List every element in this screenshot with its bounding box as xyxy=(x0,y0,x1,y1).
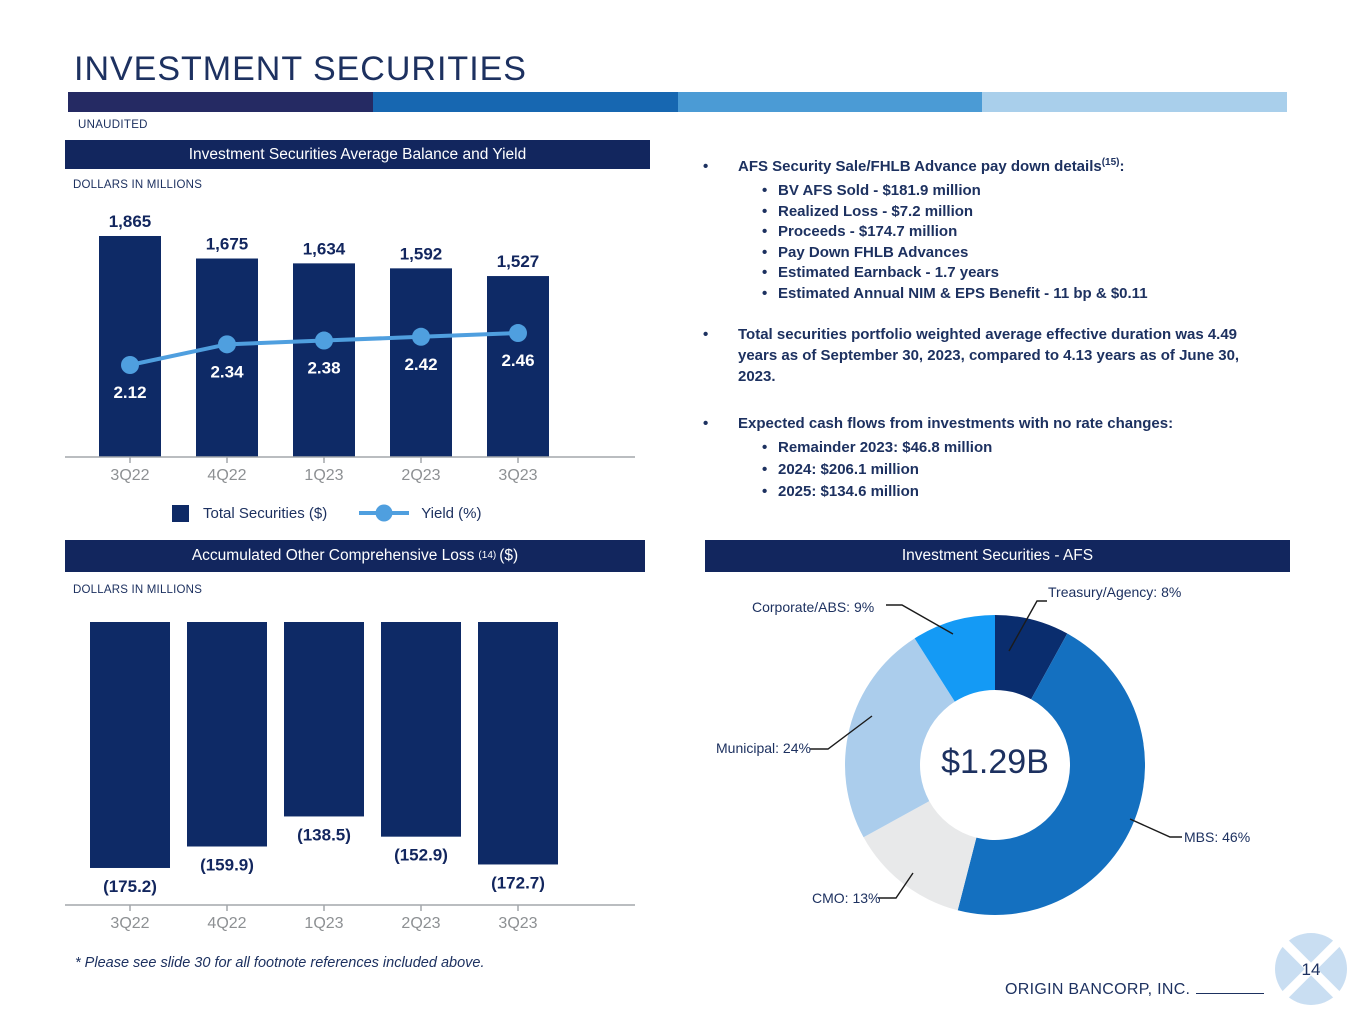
svg-text:(152.9): (152.9) xyxy=(394,845,448,865)
svg-text:1,865: 1,865 xyxy=(108,211,152,231)
bullet-item: • Remainder 2023: $46.8 million xyxy=(690,437,1306,459)
balance-yield-chart xyxy=(60,200,640,500)
accent-segment-4 xyxy=(982,92,1287,112)
svg-text:3Q23: 3Q23 xyxy=(498,915,538,932)
svg-text:(159.9): (159.9) xyxy=(200,855,254,875)
bullet-marker: • xyxy=(703,326,709,343)
origin-logo xyxy=(1272,930,1350,1008)
bullet-marker: • xyxy=(703,415,709,432)
footnote-ref-15: (15) xyxy=(1101,157,1120,168)
title-accent-bar xyxy=(68,92,1287,112)
svg-text:1Q23: 1Q23 xyxy=(304,915,344,932)
slice-label-corporate: Corporate/ABS: 9% xyxy=(752,599,875,615)
chart-legend xyxy=(172,503,512,523)
bullet-marker: • xyxy=(762,264,768,281)
units-label: DOLLARS IN MILLIONS xyxy=(73,584,203,596)
svg-text:2Q23: 2Q23 xyxy=(401,467,441,484)
svg-text:2.42: 2.42 xyxy=(404,354,438,374)
bullet-item: • Pay Down FHLB Advances xyxy=(690,243,1306,264)
svg-text:(172.7): (172.7) xyxy=(491,873,545,893)
donut-center-value: $1.29B xyxy=(941,743,1049,781)
svg-text:2Q23: 2Q23 xyxy=(401,915,441,932)
total-securities-swatch xyxy=(172,505,189,522)
svg-text:1,527: 1,527 xyxy=(496,252,540,272)
bullet-marker: • xyxy=(762,182,768,199)
bullet-marker: • xyxy=(762,284,768,302)
bullet-item: • Proceeds - $174.7 million xyxy=(690,222,1306,243)
unaudited-label: UNAUDITED xyxy=(78,119,148,131)
svg-text:4Q22: 4Q22 xyxy=(207,467,247,484)
bullet-item: • Estimated Annual NIM & EPS Benefit - 11 bp & $0.11 xyxy=(690,284,1306,305)
svg-text:3Q22: 3Q22 xyxy=(110,915,150,932)
accent-segment-1 xyxy=(68,92,373,112)
svg-text:1Q23: 1Q23 xyxy=(304,467,344,484)
footnote: * Please see slide 30 for all footnote references included above. xyxy=(75,955,485,971)
bullet-marker: • xyxy=(762,202,768,220)
bullet-marker: • xyxy=(762,461,768,478)
svg-text:2.12: 2.12 xyxy=(113,383,147,402)
yield-line-swatch xyxy=(357,503,411,523)
signature-line xyxy=(1196,978,1264,994)
bullet-duration: • Total securities portfolio weighted average effective duration was 4.49 years as of September 30, 2023, compared to 4.13 years as of June 30, 2023. xyxy=(690,324,1306,387)
cashflow-items xyxy=(690,437,1306,503)
page-number: 14 xyxy=(1301,960,1321,979)
svg-text:4Q22: 4Q22 xyxy=(207,915,247,932)
units-label: DOLLARS IN MILLIONS xyxy=(73,179,203,191)
chart-header-balance-yield: Investment Securities Average Balance and Yield xyxy=(65,140,650,169)
bullet-marker: • xyxy=(762,223,768,240)
slice-label-treasury: Treasury/Agency: 8% xyxy=(1048,584,1182,600)
bullet-marker: • xyxy=(762,439,768,456)
total-securities-legend-label: Total Securities ($) xyxy=(203,504,328,522)
bullet-item: • Estimated Earnback - 1.7 years xyxy=(690,263,1306,284)
bullet-marker: • xyxy=(762,483,768,500)
bullet-item: • Realized Loss - $7.2 million xyxy=(690,202,1306,223)
svg-text:1,634: 1,634 xyxy=(302,239,346,259)
slice-label-cmo: CMO: 13% xyxy=(812,890,881,906)
bullet-marker: • xyxy=(762,243,768,261)
yield-legend-label: Yield (%) xyxy=(421,504,482,522)
accent-segment-2 xyxy=(373,92,678,112)
bullet-afs-sale-title: • AFS Security Sale/FHLB Advance pay down details$^{(15)}$: xyxy=(690,156,1306,177)
svg-text:1,592: 1,592 xyxy=(399,244,443,264)
svg-text:3Q22: 3Q22 xyxy=(110,467,150,484)
bullet-marker: • xyxy=(703,158,709,175)
company-name: ORIGIN BANCORP, INC. xyxy=(1005,978,1264,999)
svg-text:(175.2): (175.2) xyxy=(103,876,157,896)
svg-text:(138.5): (138.5) xyxy=(297,825,351,845)
accent-segment-3 xyxy=(678,92,983,112)
svg-text:2.34: 2.34 xyxy=(210,362,244,382)
chart-header-aoci: Accumulated Other Comprehensive Loss (14) ($) xyxy=(65,540,645,572)
slice-label-mbs: MBS: 46% xyxy=(1184,829,1251,845)
svg-text:2.38: 2.38 xyxy=(307,358,341,378)
chart-header-afs: Investment Securities - AFS xyxy=(705,540,1290,572)
bullet-item: • 2025: $134.6 million xyxy=(690,481,1306,503)
slice-label-municipal: Municipal: 24% xyxy=(716,740,811,756)
svg-text:2.46: 2.46 xyxy=(501,351,535,371)
svg-text:3Q23: 3Q23 xyxy=(498,467,538,484)
aoci-chart xyxy=(60,612,640,942)
highlights-panel xyxy=(690,156,1306,503)
svg-text:1,675: 1,675 xyxy=(205,234,249,254)
bullet-item: • BV AFS Sold - $181.9 million xyxy=(690,181,1306,202)
page-title: INVESTMENT SECURITIES xyxy=(74,50,527,88)
bullet-item: • 2024: $206.1 million xyxy=(690,459,1306,481)
bullet-cashflows-title: • Expected cash flows from investments with no rate changes: xyxy=(690,413,1306,434)
